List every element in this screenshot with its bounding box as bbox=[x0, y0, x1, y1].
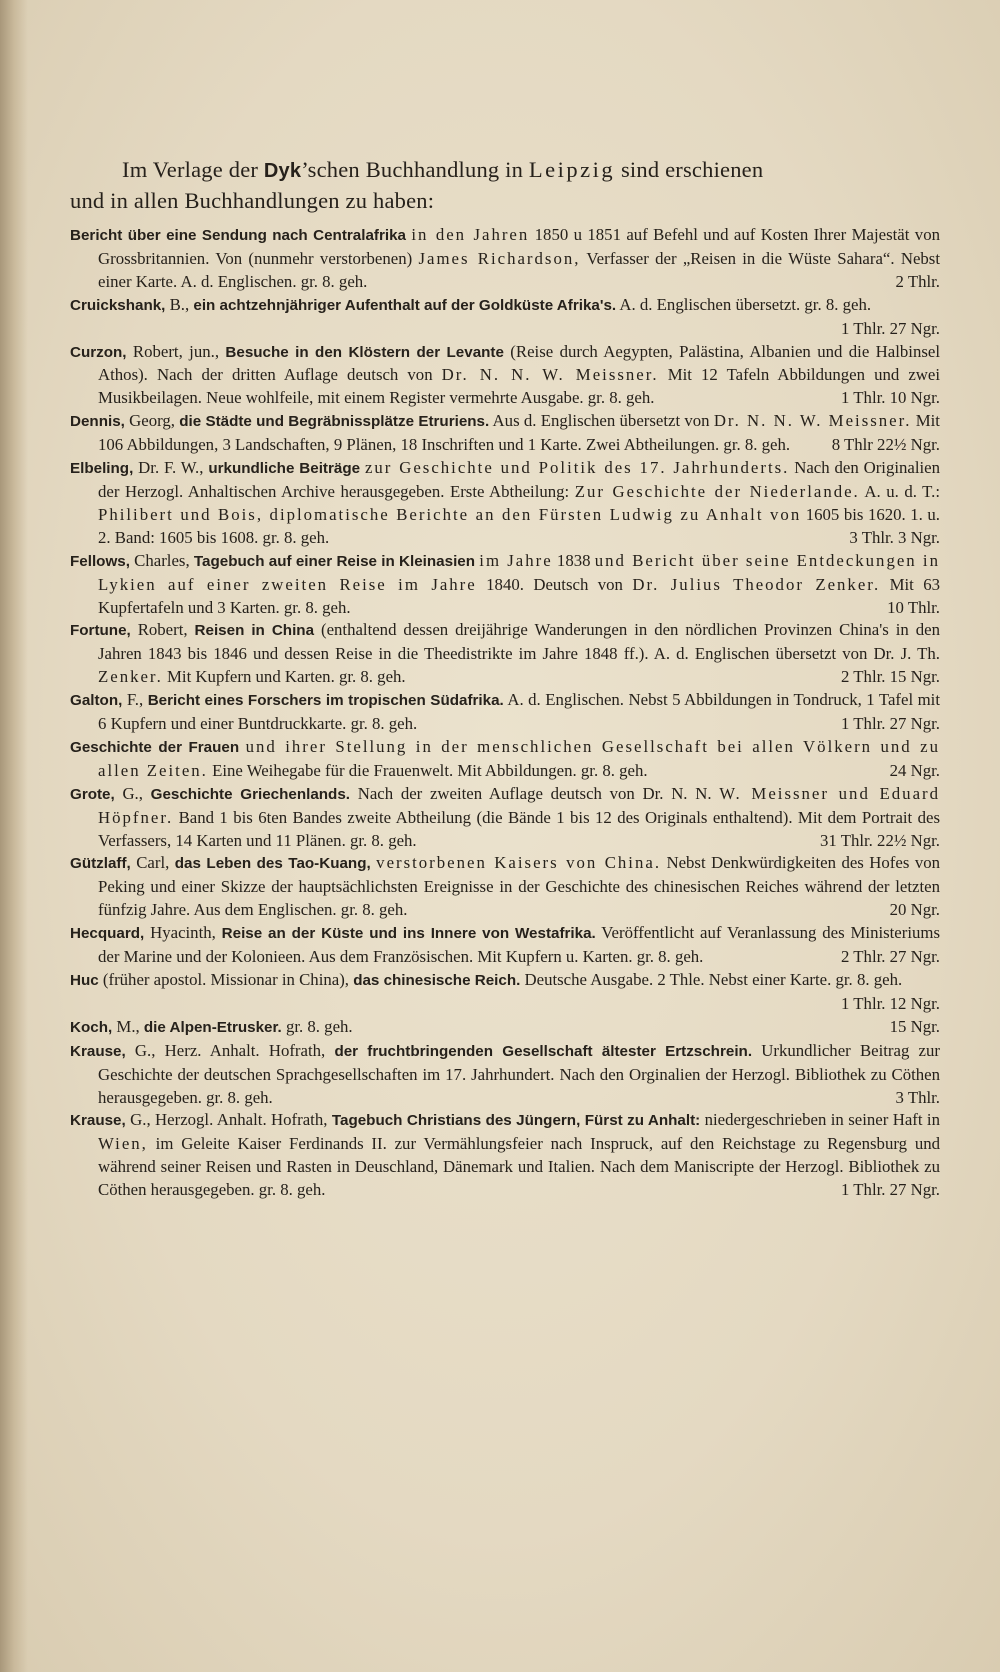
header-text: Im Verlage der bbox=[122, 157, 264, 182]
entry-price: 20 Ngr. bbox=[889, 900, 940, 920]
entry-title: Bericht über eine Sendung nach Centralafrika bbox=[70, 227, 406, 244]
entry-author: Curzon, bbox=[70, 343, 127, 361]
entry-price: 3 Thlr. bbox=[895, 1087, 940, 1107]
entry-title: Geschichte Griechenlands. bbox=[150, 785, 350, 803]
catalog-entry: Huc (früher apostol. Missionar in China), das chinesische Reich. Deutsche Ausgabe. 2 Thle. Nebst einer Karte. gr. 8. geh. 1 Thlr. 12 Ngr. bbox=[70, 969, 940, 993]
entry-author: Hecquard, bbox=[70, 925, 145, 943]
entry-author: Fellows, bbox=[70, 552, 130, 570]
entry-title: das Leben des Tao-Kuang, bbox=[174, 855, 371, 873]
entry-author: Krause, bbox=[70, 1042, 126, 1060]
publisher-header bbox=[70, 155, 940, 216]
header-line2: und in allen Buchhandlungen zu haben: bbox=[70, 188, 435, 213]
header-text: sind erschienen bbox=[615, 157, 764, 182]
entry-author: Galton, bbox=[70, 692, 123, 710]
entry-price: 2 Thlr. bbox=[895, 271, 940, 291]
entry-author: Koch, bbox=[70, 1018, 113, 1036]
catalog-entry: Hecquard, Hyacinth, Reise an der Küste und ins Innere von Westafrika. Veröffentlicht auf Veranlassung des Ministeriums der Marine und der Kolonieen. Aus dem Französischen. Mit Kupfern u. Karten. gr. 8. geh. 2 Thlr. 27 Ngr. bbox=[70, 922, 940, 969]
entry-author: Dennis, bbox=[70, 413, 125, 431]
entry-price: 15 Ngr. bbox=[889, 1016, 940, 1036]
catalog-entry: Fortune, Robert, Reisen in China (enthaltend dessen dreijährige Wanderungen in den nördlichen Provinzen China's in den Jahren 1843 bis 1846 und dessen Reise in die Theedistrikte im Jahre 1848 ff.). A. d. Englischen übersetzt von Dr. J. Th. Zenker. Mit Kupfern und Karten. gr. 8. geh. 2 Thlr. 15 Ngr. bbox=[70, 619, 940, 689]
catalog-entry: Curzon, Robert, jun., Besuche in den Klöstern der Levante (Reise durch Aegypten, Palästina, Albanien und die Halbinsel Athos). Nach der dritten Auflage deutsch von Dr. N. N. W. Meissner. Mit 12 Tafeln Abbildungen und zwei Musikbeilagen. Neue wohlfeile, mit einem Register vermehrte Ausgabe. gr. 8. geh. 1 Thlr. 10 Ngr. bbox=[70, 341, 940, 411]
catalog-entry: Elbeling, Dr. F. W., urkundliche Beiträge zur Geschichte und Politik des 17. Jahrhunderts. Nach den Originalien der Herzogl. Anhaltischen Archive herausgegeben. Erste Abtheilung: Zur Geschichte der Niederlande. A. u. d. T.: Philibert und Bois, diplomatische Berichte an den Fürsten Ludwig zu Anhalt von 1605 bis 1620. 1. u. 2. Band: 1605 bis 1608. gr. 8. geh. 3 Thlr. 3 Ngr. bbox=[70, 457, 940, 550]
entry-title: Tagebuch Christians des Jüngern, Fürst zu Anhalt: bbox=[331, 1112, 701, 1130]
catalog-entry: Dennis, Georg, die Städte und Begräbnissplätze Etruriens. Aus d. Englischen übersetzt von Dr. N. N. W. Meissner. Mit 106 Abbildungen, 3 Landschaften, 9 Plänen, 18 Inschriften und 1 Karte. Zwei Abtheilungen. gr. 8. geh. 8 Thlr 22½ Ngr. bbox=[70, 410, 940, 457]
entry-title: Reisen in China bbox=[194, 622, 315, 640]
entry-author: Fortune, bbox=[70, 622, 131, 640]
entry-title: das chinesische Reich. bbox=[353, 972, 521, 989]
catalog-entry: Galton, F., Bericht eines Forschers im tropischen Südafrika. A. d. Englischen. Nebst 5 Abbildungen in Tondruck, 1 Tafel mit 6 Kupfern und einer Buntdruckkarte. gr. 8. geh. 1 Thlr. 27 Ngr. bbox=[70, 689, 940, 736]
catalog-entry: Koch, M., die Alpen-Etrusker. gr. 8. geh. 15 Ngr. bbox=[70, 1016, 940, 1040]
catalog-entry: Grote, G., Geschichte Griechenlands. Nach der zweiten Auflage deutsch von Dr. N. N. W. Meissner und Eduard Höpfner. Band 1 bis 6ten Bandes zweite Abtheilung (die Bände 1 bis 12 des Originals enthaltend). Mit dem Portrait des Verfassers, 14 Karten und 11 Plänen. gr. 8. geh. 31 Thlr. 22½ Ngr. bbox=[70, 783, 940, 853]
entry-title: der fruchtbringenden Gesellschaft ältester Ertzschrein. bbox=[334, 1042, 753, 1060]
entry-price: 1 Thlr. 10 Ngr. bbox=[841, 388, 940, 408]
entry-price: 31 Thlr. 22½ Ngr. bbox=[820, 830, 940, 850]
book-spine-shadow bbox=[0, 0, 28, 1672]
catalog bbox=[70, 155, 940, 1202]
entry-author: Elbeling, bbox=[70, 460, 134, 478]
entry-title: Geschichte der Frauen bbox=[70, 738, 240, 756]
entry-author: Huc bbox=[70, 972, 99, 989]
entry-author: Krause, bbox=[70, 1112, 126, 1130]
catalog-entry: Geschichte der Frauen und ihrer Stellung in der menschlichen Gesellschaft bei allen Völkern und zu allen Zeiten. Eine Weihegabe für die Frauenwelt. Mit Abbildungen. gr. 8. geh. 24 Ngr. bbox=[70, 736, 940, 783]
entry-title: urkundliche Beiträge bbox=[208, 460, 361, 478]
entry-author: Cruickshank, bbox=[70, 296, 166, 314]
publisher-city: Leipzig bbox=[528, 157, 616, 182]
entry-title: ein achtzehnjähriger Aufenthalt auf der Goldküste Afrika's. bbox=[193, 296, 617, 314]
entry-price: 24 Ngr. bbox=[889, 760, 940, 780]
catalog-entry: Bericht über eine Sendung nach Centralafrika in den Jahren 1850 u 1851 auf Befehl und auf Kosten Ihrer Majestät von Grossbritannien. Von (nunmehr verstorbenen) James Richardson, Verfasser der „Reisen in die Wüste Sahara“. Nebst einer Karte. A. d. Englischen. gr. 8. geh. 2 Thlr. bbox=[70, 224, 940, 294]
entry-price: 2 Thlr. 15 Ngr. bbox=[841, 667, 940, 687]
catalog-entry: Krause, G., Herzogl. Anhalt. Hofrath, Tagebuch Christians des Jüngern, Fürst zu Anhalt: niedergeschrieben in seiner Haft in Wien, im Geleite Kaiser Ferdinands II. zur Vermählungsfeier nach Inspruck, auf den Reichstage zu Regensburg und während seiner Reisen und Rasten in Deuschland, Dänemark und Italien. Nach dem Maniscripte der Herzogl. Bibliothek zu Cöthen herausgegeben. gr. 8. geh. 1 Thlr. 27 Ngr. bbox=[70, 1109, 940, 1202]
entry-title: Tagebuch auf einer Reise in Kleinasien bbox=[193, 552, 476, 570]
entry-price: 10 Thlr. bbox=[887, 597, 940, 617]
entry-author: Gützlaff, bbox=[70, 855, 131, 873]
entry-price: 3 Thlr. 3 Ngr. bbox=[849, 527, 940, 547]
entry-price: 1 Thlr. 27 Ngr. bbox=[841, 318, 940, 338]
header-text: ’schen Buchhandlung in bbox=[301, 157, 529, 182]
entry-price: 2 Thlr. 27 Ngr. bbox=[841, 947, 940, 967]
catalog-entry: Fellows, Charles, Tagebuch auf einer Reise in Kleinasien im Jahre 1838 und Bericht über seine Entdeckungen in Lykien auf einer zweiten Reise im Jahre 1840. Deutsch von Dr. Julius Theodor Zenker. Mit 63 Kupfertafeln und 3 Karten. gr. 8. geh. 10 Thlr. bbox=[70, 550, 940, 620]
entry-author: James Richardson, bbox=[418, 248, 581, 268]
entry-price: 1 Thlr. 12 Ngr. bbox=[841, 993, 940, 1013]
catalog-entry: Gützlaff, Carl, das Leben des Tao-Kuang, verstorbenen Kaisers von China. Nebst Denkwürdigkeiten des Hofes von Peking und einer Skizze der hauptsächlichsten Ereignisse in der Geschichte des chinesischen Reiches während der letzten fünfzig Jahre. Aus dem Englischen. gr. 8. geh. 20 Ngr. bbox=[70, 852, 940, 922]
entry-price: 8 Thlr 22½ Ngr. bbox=[831, 435, 940, 455]
entry-title: Reise an der Küste und ins Innere von Westafrika. bbox=[221, 925, 596, 943]
entry-title: Besuche in den Klöstern der Levante bbox=[225, 343, 504, 361]
catalog-entry: Cruickshank, B., ein achtzehnjähriger Aufenthalt auf der Goldküste Afrika's. A. d. Englischen übersetzt. gr. 8. geh. 1 Thlr. 27 Ngr. bbox=[70, 294, 940, 318]
publisher-name: Dyk bbox=[263, 160, 302, 182]
entry-title: Bericht eines Forschers im tropischen Südafrika. bbox=[147, 692, 504, 710]
entry-title: die Alpen-Etrusker. bbox=[143, 1018, 282, 1036]
entry-title: die Städte und Begräbnissplätze Etruriens. bbox=[179, 413, 490, 431]
entry-author: Grote, bbox=[70, 785, 115, 803]
entry-price: 1 Thlr. 27 Ngr. bbox=[841, 1180, 940, 1200]
catalog-entry: Krause, G., Herz. Anhalt. Hofrath, der fruchtbringenden Gesellschaft ältester Ertzschrein. Urkundlicher Beitrag zur Geschichte der deutschen Sprachgesellschaften im 17. Jahrhundert. Nach den Orginalien der Herzogl. Bibliothek zu Cöthen herausgegeben. gr. 8. geh. 3 Thlr. bbox=[70, 1040, 940, 1110]
entry-price: 1 Thlr. 27 Ngr. bbox=[841, 714, 940, 734]
